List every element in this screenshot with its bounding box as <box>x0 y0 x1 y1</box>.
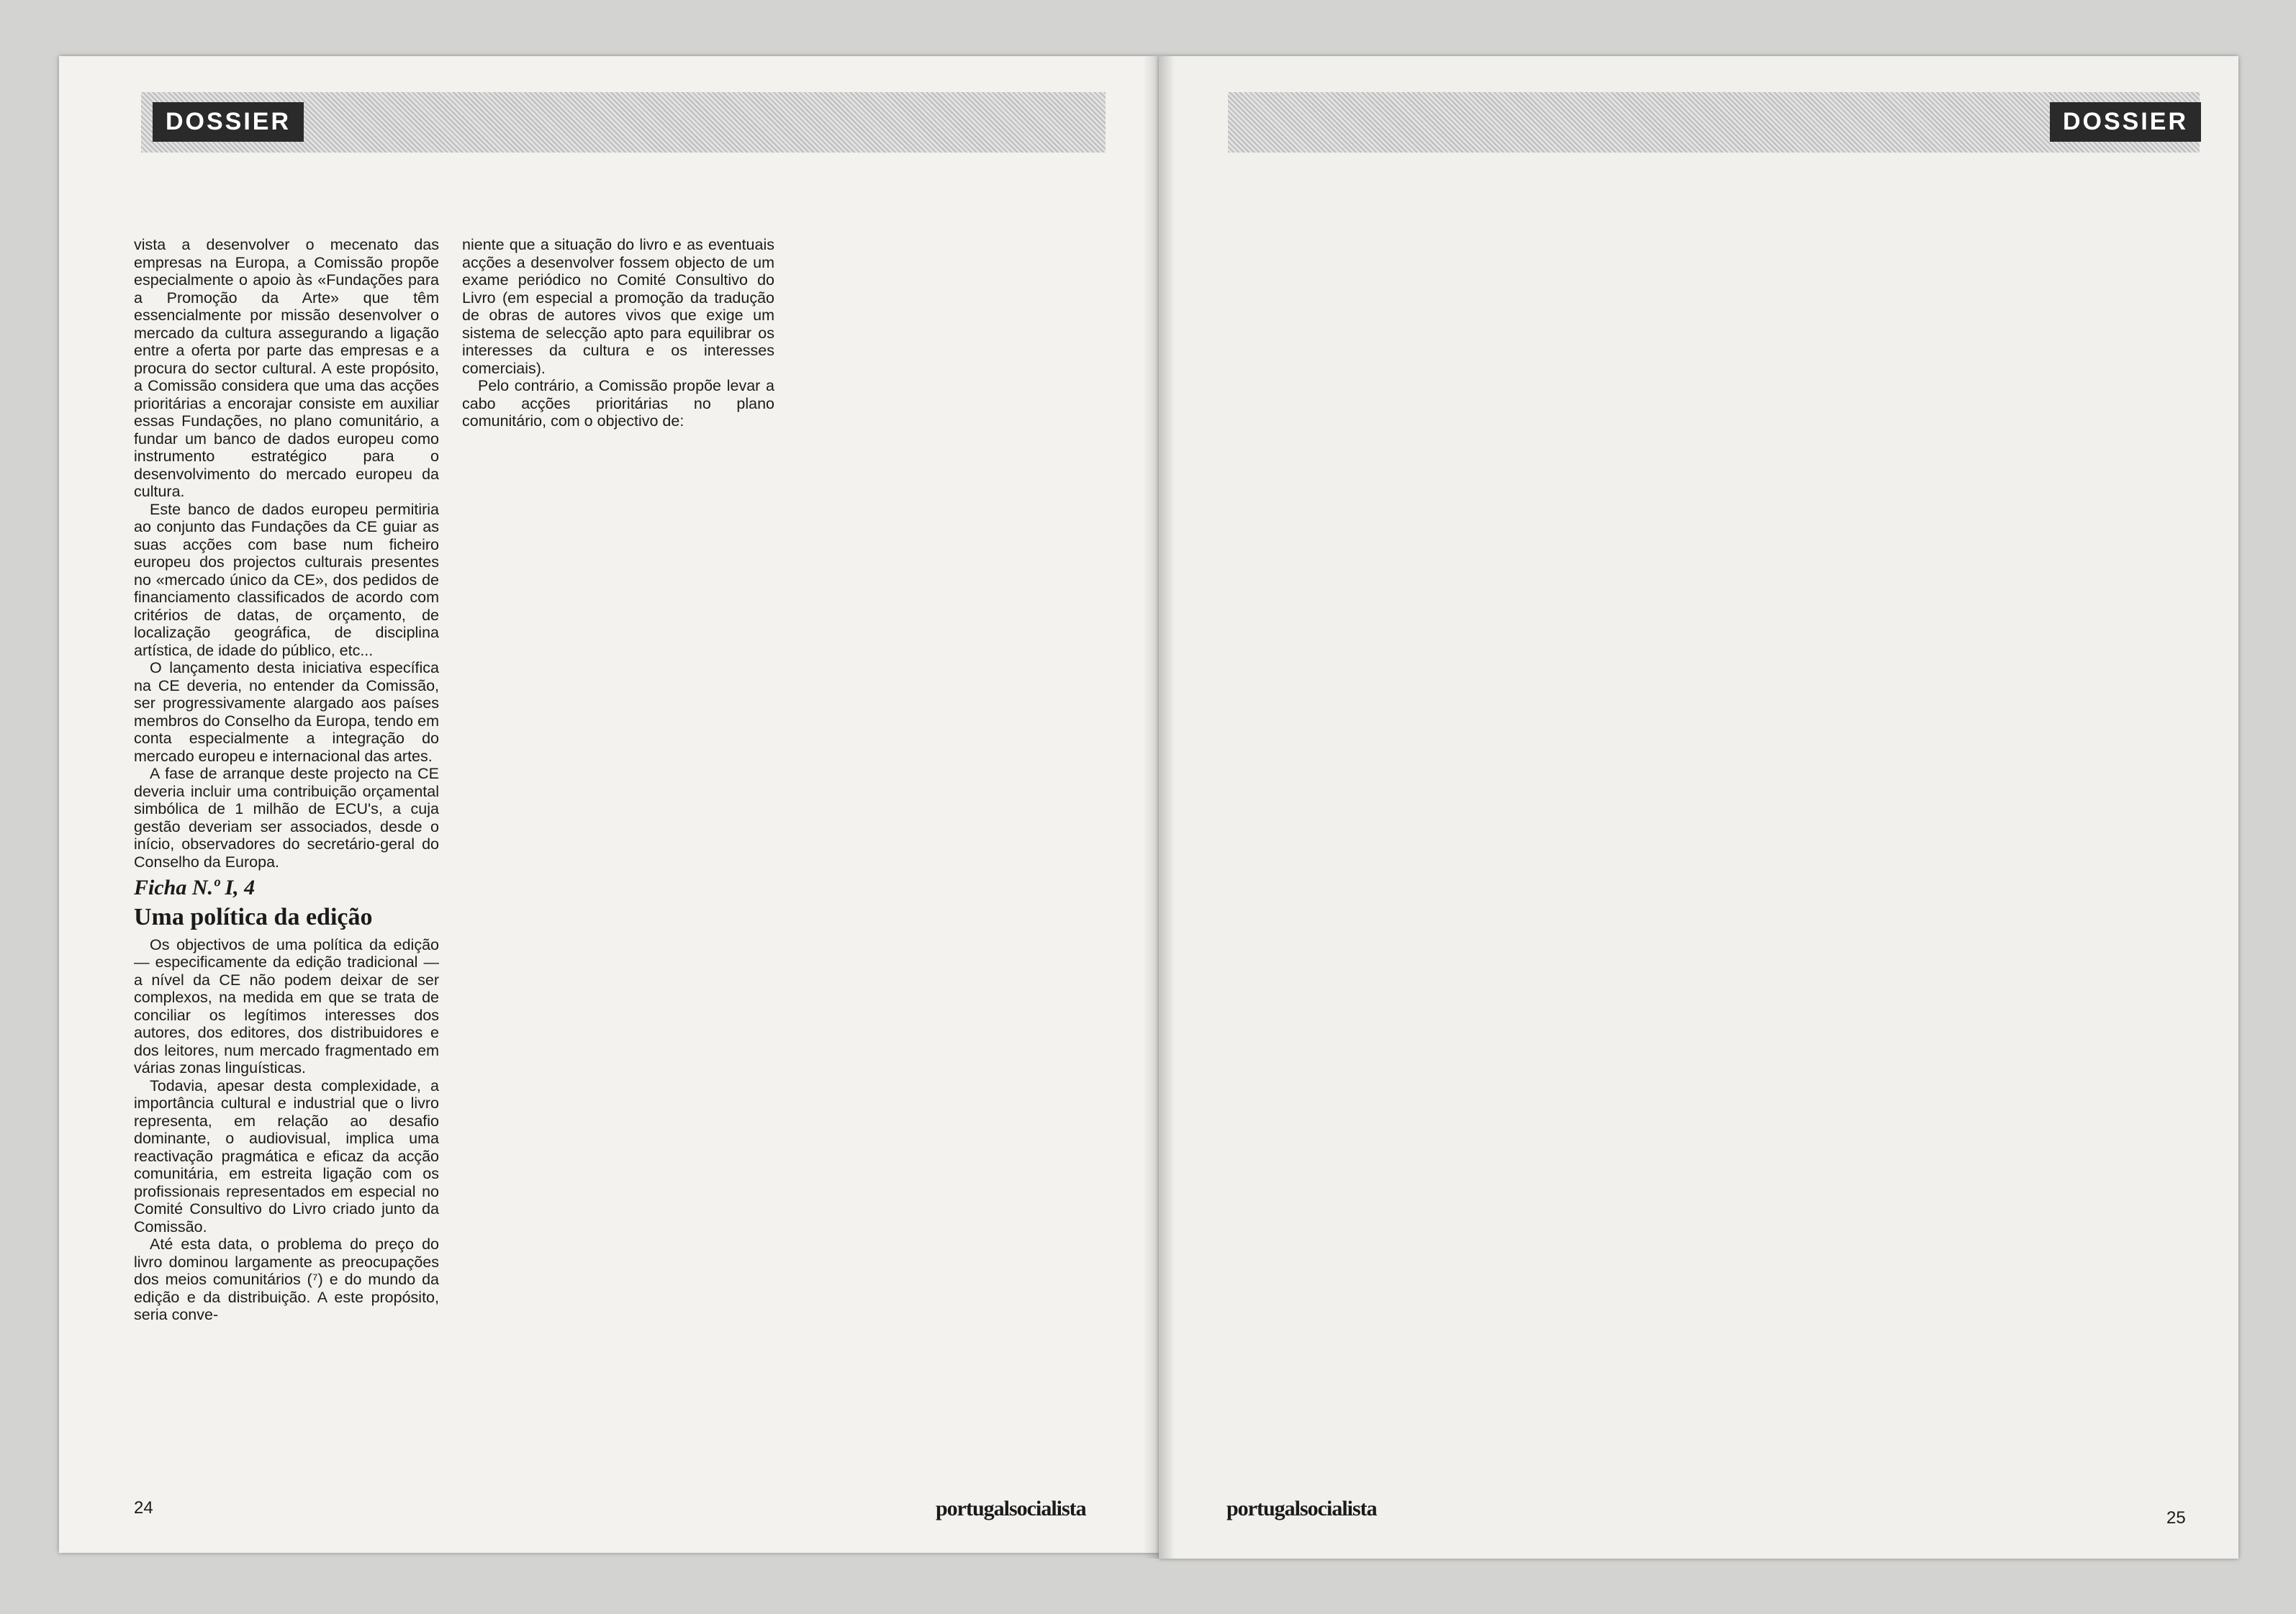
publication-name-right: portugalsocialista <box>1226 1497 1377 1520</box>
paragraph: niente que a situação do livro e as eventuais acções a desenvolver fossem objecto de um exame periódico no Comité Consultivo do Livro (em especial a promoção da tradução de obras de autores vivos que exige um sistema de selecção apto para equilibrar os interesses da cultura e os interesses comerciais). <box>462 236 774 377</box>
paragraph: O lançamento desta iniciativa específica na CE deveria, no entender da Comissão, ser progressivamente alargado aos países membros do Conselho da Europa, tendo em conta especialmente a integração do mercado europeu e internacional das artes. <box>134 659 439 765</box>
paragraph: Os objectivos de uma política da edição — especificamente da edição tradicional — a nível da CE não podem deixar de ser complexos, na medida em que se trata de conciliar os legítimos interesses dos autores, dos editores, dos distribuidores e dos leitores, num mercado fragmentado em várias zonas linguísticas. <box>134 935 439 1076</box>
ficha-label: Ficha N.º I, 4 <box>134 876 256 899</box>
left-column-1 <box>134 236 439 1324</box>
paragraph: Até esta data, o problema do preço do livro dominou largamente as preocupações dos meios comunitários (⁷) e do mundo da edição e da distribuição. A este propósito, seria conve- <box>134 1236 439 1323</box>
dossier-label-right: DOSSIER <box>2050 102 2201 142</box>
paragraph: Todavia, apesar desta complexidade, a importância cultural e industrial que o livro representa, em relação ao desafio dominante, o audiovisual, implica uma reactivação pragmática e eficaz da acção comunitária, em estreita ligação com os profissionais representados em especial no Comité Consultivo do Livro criado junto da Comissão. <box>134 1076 439 1236</box>
left-column-2 <box>462 236 774 430</box>
section-heading: Uma política da edição <box>134 903 373 930</box>
paragraph: A fase de arranque deste projecto na CE deveria incluir uma contribuição orçamental simbólica de 1 milhão de ECU's, a cuja gestão deveriam ser associados, desde o início, observadores do secretário-geral do Conselho da Europa. <box>134 765 439 871</box>
page-number-right: 25 <box>2166 1508 2186 1528</box>
paragraph: vista a desenvolver o mecenato das empresas na Europa, a Comissão propõe especialmente o apoio às «Fundações para a Promoção da Arte» que têm essencialmente por missão desenvolver o mercado da cultura assegurando a ligação entre a oferta por parte das empresas e a procura do sector cultural. A este propósito, a Comissão considera que uma das acções prioritárias a encorajar consiste em auxiliar essas Fundações, no plano comunitário, a fundar um banco de dados europeu como instrumento estratégico para o desenvolvimento do mercado europeu da cultura. <box>134 236 439 500</box>
dossier-label-left: DOSSIER <box>153 102 304 142</box>
paragraph: Este banco de dados europeu permitiria ao conjunto das Fundações da CE guiar as suas acções com base num ficheiro europeu dos projectos culturais presentes no «mercado único da CE», dos pedidos de financiamento classificados de acordo com critérios de datas, de orçamento, de localização geográfica, de disciplina artística, de idade do público, etc... <box>134 500 439 659</box>
right-page <box>1159 56 2238 1559</box>
page-number-left: 24 <box>134 1498 153 1518</box>
page-spine <box>1143 56 1175 1559</box>
paragraph: Pelo contrário, a Comissão propõe levar a cabo acções prioritárias no plano comunitário, com o objectivo de: <box>462 377 774 430</box>
publication-name-left: portugalsocialista <box>936 1497 1086 1520</box>
